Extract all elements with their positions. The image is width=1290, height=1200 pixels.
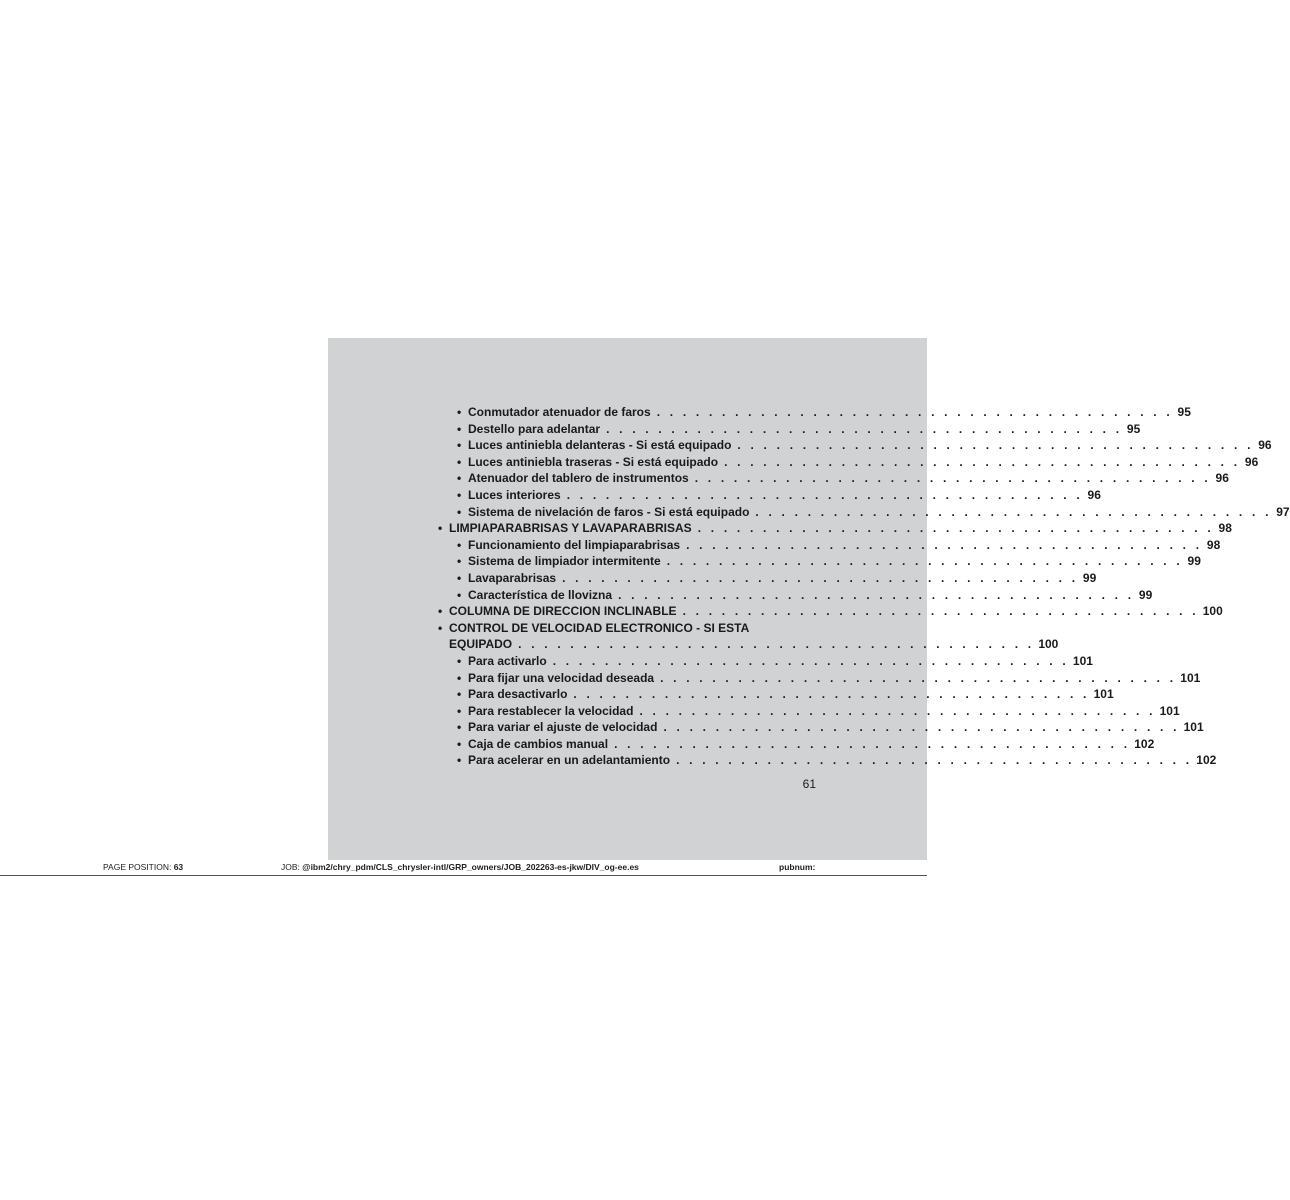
toc-entry-title: LIMPIAPARABRISAS Y LAVAPARABRISAS [449,521,692,536]
toc-leader-dots: . . . . . . . . . . . . . . . . . . . . . . . . . . . . . . . . . . . . . . . . [660,670,1177,685]
job-path [281,862,639,872]
toc-leader-dots: . . . . . . . . . . . . . . . . . . . . . . . . . . . . . . . . . . . . . . . . [686,537,1203,552]
job-label: JOB: [281,862,300,872]
toc-entry-page: 98 [1206,537,1221,552]
toc-leader-dots: . . . . . . . . . . . . . . . . . . . . . . . . . . . . . . . . . . . . . . . . [606,421,1123,436]
toc-entry [438,703,1180,720]
toc-entry-page: 99 [1138,587,1153,602]
toc-entry-title: Sistema de nivelación de faros - Si está equipado [468,504,750,519]
toc-bullet: • [457,454,462,469]
toc-entry [438,686,1114,703]
toc-entry-page: 97 [1276,504,1290,519]
toc-entry-page: 101 [1159,703,1180,718]
toc-entry [438,454,1259,471]
toc-entry-page: 96 [1215,471,1229,486]
toc-entry [438,487,1101,504]
toc-bullet: • [457,554,462,569]
toc-entry-title: Luces antiniebla delanteras - Si está equipado [468,438,732,453]
toc-entry [438,736,1155,753]
toc-entry-title: Para acelerar en un adelantamiento [468,753,671,768]
toc-bullet: • [457,421,462,436]
toc-leader-dots: . . . . . . . . . . . . . . . . . . . . . . . . . . . . . . . . . . . . . . . . [755,504,1272,519]
toc-entry-title: Conmutador atenuador de faros [468,405,651,419]
pubnum-label: pubnum: [779,862,816,872]
toc-entry [438,719,1204,736]
toc-entry-title: COLUMNA DE DIRECCION INCLINABLE [449,604,677,619]
toc-entry [438,603,1223,620]
toc-entry [438,470,1229,487]
toc-bullet: • [457,405,462,419]
toc-bullet: • [438,604,443,619]
toc-entry [438,404,1191,421]
toc-entry-title: Lavaparabrisas [468,570,557,585]
toc-entry-page: 101 [1072,653,1093,668]
toc-bullet: • [457,753,462,768]
toc-entry [438,752,1217,769]
toc-entry-page: 101 [1183,720,1204,735]
toc-entry [438,636,1059,653]
toc-entry-page: 100 [1202,604,1223,619]
toc-leader-dots: . . . . . . . . . . . . . . . . . . . . . . . . . . . . . . . . . . . . . . . . [618,587,1135,602]
toc-entry [438,437,1272,454]
toc-bullet: • [457,687,462,702]
toc-bullet: • [457,653,462,668]
toc-leader-dots: . . . . . . . . . . . . . . . . . . . . . . . . . . . . . . . . . . . . . . . . [724,454,1241,469]
toc-bullet: • [457,504,462,519]
toc-entry-title: Funcionamiento del limpiaparabrisas [468,537,681,552]
toc-bullet: • [438,521,443,536]
toc-leader-dots: . . . . . . . . . . . . . . . . . . . . . . . . . . . . . . . . . . . . . . . . [639,703,1156,718]
toc-leader-dots: . . . . . . . . . . . . . . . . . . . . . . . . . . . . . . . . . . . . . . . . [566,487,1083,502]
toc-bullet: • [457,570,462,585]
toc-entry-title: Para desactivarlo [468,687,568,702]
toc-entry [438,553,1201,570]
toc-entry [438,421,1141,438]
toc-entry-page: 99 [1082,570,1097,585]
footer-rule [0,875,927,876]
toc-bullet: • [457,720,462,735]
toc-entry-page: 100 [1038,637,1059,652]
toc-entry-page: 96 [1244,454,1259,469]
toc-entry-title: Sistema de limpiador intermitente [468,554,661,569]
toc-entry [438,670,1201,687]
toc-entry-title: Para restablecer la velocidad [468,703,634,718]
toc-entry [438,570,1097,587]
toc-entry [438,504,1290,521]
toc-entry-page: 95 [1177,405,1191,419]
job-value: @ibm2/chry_pdm/CLS_chrysler-intl/GRP_owners/JOB_202263-es-jkw/DIV_og-ee.es [302,862,639,872]
toc-entry-page: 95 [1126,421,1141,436]
toc-entry [438,653,1093,670]
toc-leader-dots: . . . . . . . . . . . . . . . . . . . . . . . . . . . . . . . . . . . . . . . . [694,471,1211,486]
toc-bullet: • [457,438,462,453]
toc-bullet: • [438,620,443,635]
toc-entry-title: Luces interiores [468,487,561,502]
toc-entry-page: 96 [1087,487,1101,502]
toc-entry [438,537,1221,554]
toc-leader-dots: . . . . . . . . . . . . . . . . . . . . . . . . . . . . . . . . . . . . . . . . [737,438,1254,453]
toc-bullet: • [457,537,462,552]
toc-leader-dots: . . . . . . . . . . . . . . . . . . . . . . . . . . . . . . . . . . . . . . . . [663,720,1180,735]
toc-entry [438,587,1153,604]
toc-entry-title: Atenuador del tablero de instrumentos [468,471,689,486]
toc-leader-dots: . . . . . . . . . . . . . . . . . . . . . . . . . . . . . . . . . . . . . . . . [697,521,1214,536]
toc-bullet: • [457,587,462,602]
toc-leader-dots: . . . . . . . . . . . . . . . . . . . . . . . . . . . . . . . . . . . . . . . . [552,653,1069,668]
toc-entry-title: Caja de cambios manual [468,736,609,751]
toc-entry [438,620,817,637]
toc-entry-page: 102 [1134,736,1155,751]
toc-entry-page: 101 [1093,687,1114,702]
toc-leader-dots: . . . . . . . . . . . . . . . . . . . . . . . . . . . . . . . . . . . . . . . . [518,637,1035,652]
toc-entry-title: Para activarlo [468,653,547,668]
toc-entry-page: 101 [1180,670,1201,685]
toc-entry-title: Destello para adelantar [468,421,601,436]
toc-leader-dots: . . . . . . . . . . . . . . . . . . . . . . . . . . . . . . . . . . . . . . . . [573,687,1090,702]
toc-entry-title: CONTROL DE VELOCIDAD ELECTRONICO - SI ESTA [449,620,750,635]
page-number: 61 [802,777,816,791]
toc-bullet: • [457,736,462,751]
toc-bullet: • [457,487,462,502]
toc-bullet: • [457,670,462,685]
page-position-label: PAGE POSITION: [103,862,172,872]
toc-entry-page: 98 [1218,521,1232,536]
toc-bullet: • [457,703,462,718]
table-of-contents [438,404,1290,769]
toc-entry-page: 99 [1187,554,1201,569]
toc-leader-dots: . . . . . . . . . . . . . . . . . . . . . . . . . . . . . . . . . . . . . . . . [614,736,1131,751]
toc-leader-dots: . . . . . . . . . . . . . . . . . . . . . . . . . . . . . . . . . . . . . . . . [676,753,1193,768]
page-position [103,862,183,872]
toc-entry-title: Para fijar una velocidad deseada [468,670,655,685]
toc-entry [438,520,1232,537]
toc-entry-title: Para variar el ajuste de velocidad [468,720,658,735]
toc-bullet: • [457,471,462,486]
toc-entry-page: 102 [1196,753,1217,768]
toc-entry-title: EQUIPADO [449,637,513,652]
toc-entry-page: 96 [1258,438,1272,453]
toc-leader-dots: . . . . . . . . . . . . . . . . . . . . . . . . . . . . . . . . . . . . . . . . [562,570,1079,585]
toc-leader-dots: . . . . . . . . . . . . . . . . . . . . . . . . . . . . . . . . . . . . . . . . [656,405,1173,419]
page-position-value: 63 [173,862,184,872]
toc-leader-dots: . . . . . . . . . . . . . . . . . . . . . . . . . . . . . . . . . . . . . . . . [666,554,1183,569]
toc-leader-dots: . . . . . . . . . . . . . . . . . . . . . . . . . . . . . . . . . . . . . . . . [682,604,1199,619]
toc-entry-title: Luces antiniebla traseras - Si está equipado [468,454,719,469]
toc-entry-title: Característica de llovizna [468,587,613,602]
